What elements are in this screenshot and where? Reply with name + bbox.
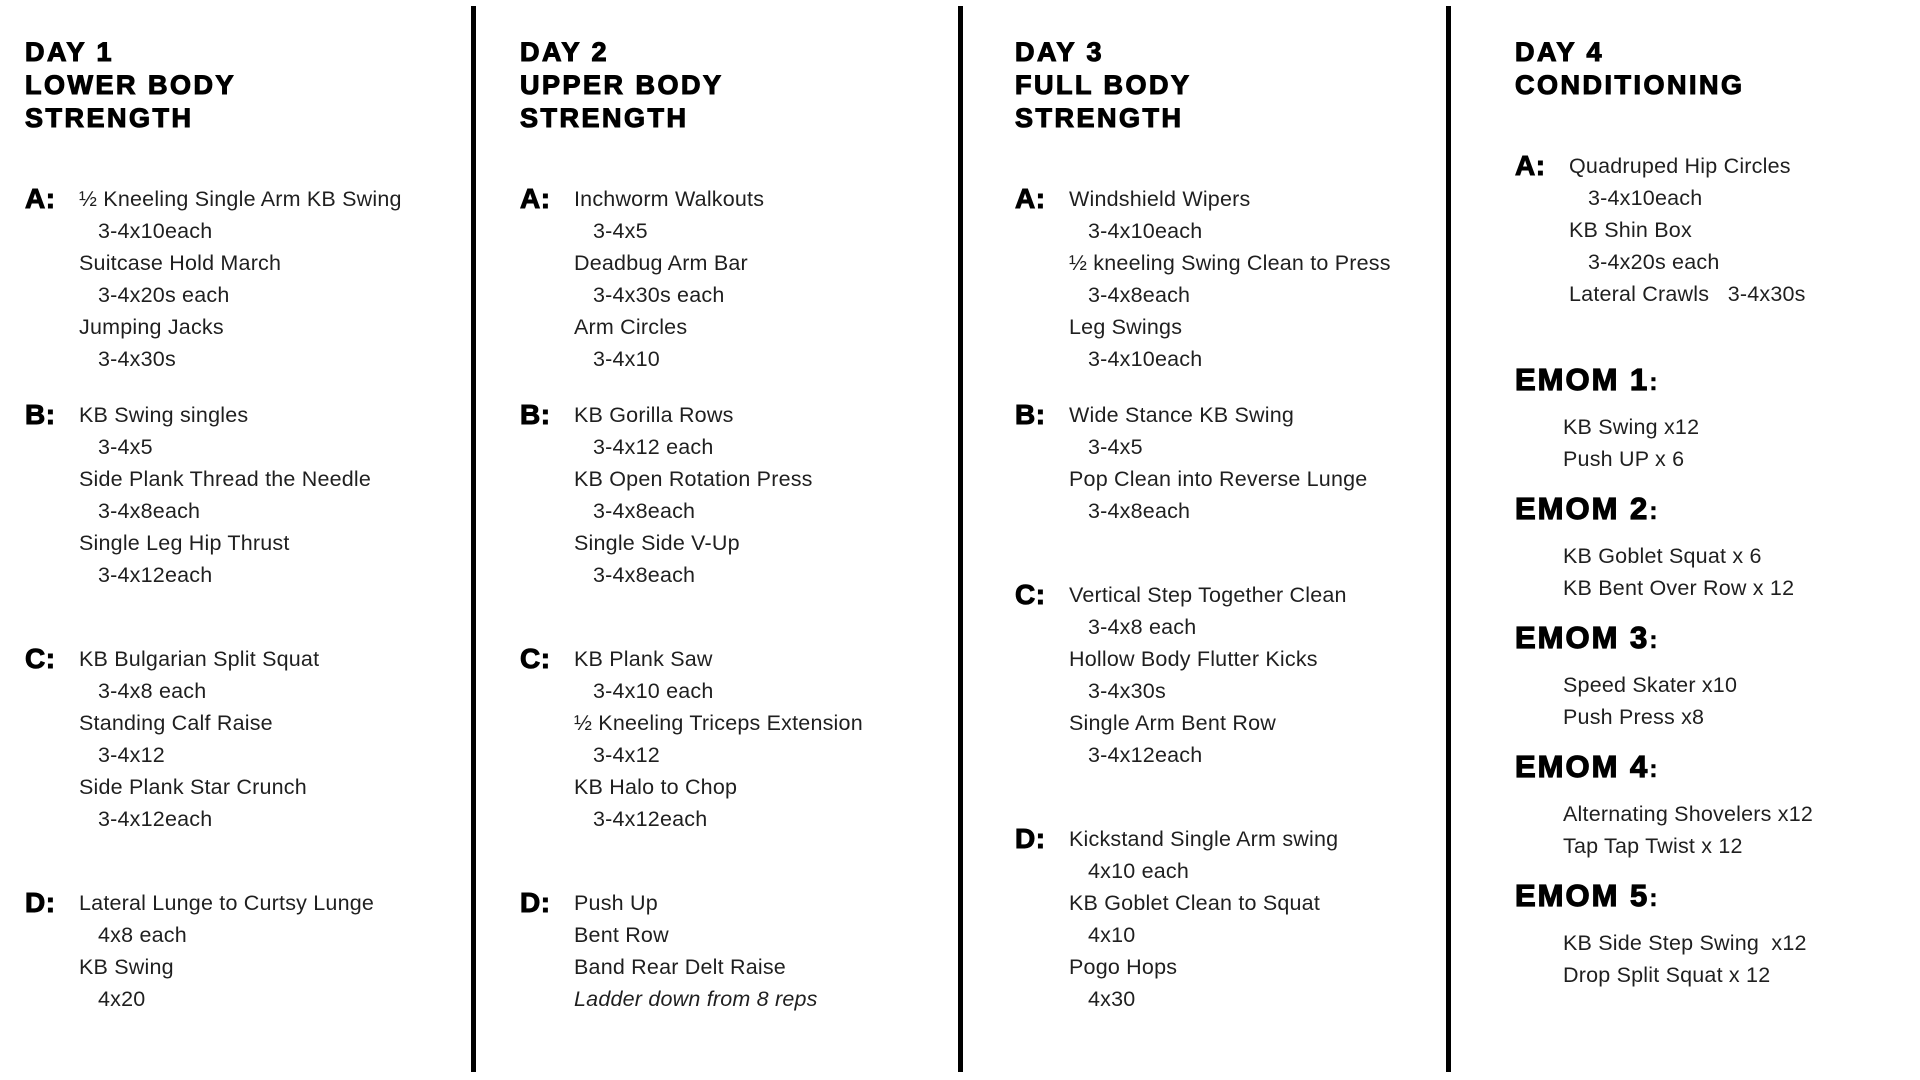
exercise-line: KB Bulgarian Split Squat xyxy=(79,647,320,671)
section-label: A: xyxy=(1515,150,1546,181)
reps-line: 3-4x12 each xyxy=(593,435,714,459)
exercise-section xyxy=(520,399,952,591)
reps-line: 3-4x10each xyxy=(98,219,213,243)
day-title-line: LOWER BODY xyxy=(25,70,236,100)
exercise-line: Kickstand Single Arm swing xyxy=(1069,827,1339,851)
exercise-line: Single Side V-Up xyxy=(574,531,740,555)
day-title xyxy=(1015,36,1443,135)
exercise-line: Deadbug Arm Bar xyxy=(574,251,748,275)
exercise-line: Push Up xyxy=(574,891,658,915)
reps-line: 3-4x10 xyxy=(593,347,660,371)
reps-line: 3-4x30s xyxy=(98,347,176,371)
exercise-line: Arm Circles xyxy=(574,315,688,339)
emom-name: EMOM 3 xyxy=(1515,620,1650,655)
day-title-line: STRENGTH xyxy=(1015,103,1184,133)
exercise-line: KB Goblet Clean to Squat xyxy=(1069,891,1321,915)
reps-line: 3-4x8 each xyxy=(1088,615,1197,639)
reps-line: 3-4x12each xyxy=(98,807,213,831)
exercise-line: Bent Row xyxy=(574,923,669,947)
section-label: D: xyxy=(520,887,551,918)
exercise-section xyxy=(25,643,467,835)
exercise-line: KB Open Rotation Press xyxy=(574,467,813,491)
section-lines xyxy=(574,399,952,591)
emom-line: KB Side Step Swing x12 xyxy=(1563,931,1807,955)
emom-lines xyxy=(1515,411,1915,475)
emom-name: EMOM 1 xyxy=(1515,362,1650,397)
emom-lines xyxy=(1515,927,1915,991)
reps-line: 3-4x20s each xyxy=(1588,250,1720,274)
exercise-line: Side Plank Thread the Needle xyxy=(79,467,372,491)
exercise-line: KB Swing singles xyxy=(79,403,249,427)
section-label: A: xyxy=(25,183,56,214)
reps-line: 3-4x12 xyxy=(593,743,660,767)
reps-line: 3-4x8each xyxy=(593,499,696,523)
section-label: B: xyxy=(1015,399,1046,430)
emom-line: KB Goblet Squat x 6 xyxy=(1563,544,1762,568)
section-label: C: xyxy=(1015,579,1046,610)
column-divider xyxy=(958,6,963,1072)
emom-line: Speed Skater x10 xyxy=(1563,673,1738,697)
reps-line: 4x20 xyxy=(98,987,146,1011)
emom-colon: : xyxy=(1649,884,1658,912)
reps-line: 3-4x12each xyxy=(98,563,213,587)
emom-block xyxy=(1515,749,1915,862)
day-title-line: STRENGTH xyxy=(520,103,689,133)
column-divider xyxy=(471,6,476,1072)
workout-column-day-1 xyxy=(25,36,467,1015)
section-lines xyxy=(79,887,467,1015)
reps-line: 3-4x12 xyxy=(98,743,165,767)
exercise-line: Leg Swings xyxy=(1069,315,1183,339)
exercise-line: Vertical Step Together Clean xyxy=(1069,583,1347,607)
reps-line: 3-4x8each xyxy=(1088,499,1191,523)
emom-line: KB Bent Over Row x 12 xyxy=(1563,576,1795,600)
exercise-line: KB Plank Saw xyxy=(574,647,713,671)
day-title-line: DAY 4 xyxy=(1515,37,1605,67)
section-lines xyxy=(79,643,467,835)
reps-line: 3-4x8each xyxy=(593,563,696,587)
exercise-section xyxy=(1015,399,1443,527)
section-lines xyxy=(1569,150,1915,310)
reps-line: 4x10 xyxy=(1088,923,1136,947)
exercise-line: Side Plank Star Crunch xyxy=(79,775,307,799)
exercise-section xyxy=(520,643,952,835)
exercise-section xyxy=(25,183,467,375)
reps-line: 3-4x10each xyxy=(1588,186,1703,210)
emom-title xyxy=(1515,749,1915,787)
emom-title xyxy=(1515,878,1915,916)
column-divider xyxy=(1446,6,1451,1072)
exercise-line: Jumping Jacks xyxy=(79,315,224,339)
emom-name: EMOM 5 xyxy=(1515,878,1650,913)
exercise-line: Windshield Wipers xyxy=(1069,187,1251,211)
reps-line: 3-4x10each xyxy=(1088,219,1203,243)
section-label: A: xyxy=(520,183,551,214)
exercise-line: Wide Stance KB Swing xyxy=(1069,403,1295,427)
exercise-line: KB Shin Box xyxy=(1569,218,1692,242)
exercise-line: Inchworm Walkouts xyxy=(574,187,765,211)
section-label: C: xyxy=(25,643,56,674)
exercise-line: ½ Kneeling Single Arm KB Swing xyxy=(79,187,402,211)
exercise-section xyxy=(1015,823,1443,1015)
reps-line: 3-4x5 xyxy=(1088,435,1143,459)
day-title-line: STRENGTH xyxy=(25,103,194,133)
exercise-section xyxy=(25,887,467,1015)
section-lines xyxy=(1069,823,1443,1015)
reps-line: 3-4x20s each xyxy=(98,283,230,307)
section-label: B: xyxy=(520,399,551,430)
reps-line: 3-4x8each xyxy=(98,499,201,523)
exercise-line: Lateral Lunge to Curtsy Lunge xyxy=(79,891,375,915)
emom-line: Push UP x 6 xyxy=(1563,447,1685,471)
reps-line: 4x8 each xyxy=(98,923,187,947)
emom-lines xyxy=(1515,798,1915,862)
exercise-line: Band Rear Delt Raise xyxy=(574,955,786,979)
exercise-section xyxy=(1015,579,1443,771)
day-title xyxy=(25,36,467,135)
workout-column-day-3 xyxy=(1015,36,1443,1015)
reps-line: 4x30 xyxy=(1088,987,1136,1011)
emom-title xyxy=(1515,362,1915,400)
emom-block xyxy=(1515,878,1915,991)
reps-line: 3-4x30s xyxy=(1088,679,1166,703)
day-title-line: DAY 1 xyxy=(25,37,115,67)
emom-name: EMOM 4 xyxy=(1515,749,1650,784)
emom-title xyxy=(1515,620,1915,658)
exercise-section xyxy=(1515,150,1915,310)
section-label: B: xyxy=(25,399,56,430)
emom-line: Drop Split Squat x 12 xyxy=(1563,963,1771,987)
emom-colon: : xyxy=(1649,368,1658,396)
workout-column-day-4 xyxy=(1515,36,1915,991)
exercise-line: Ladder down from 8 reps xyxy=(574,987,818,1011)
exercise-section xyxy=(1015,183,1443,375)
exercise-line: Quadruped Hip Circles xyxy=(1569,154,1791,178)
emom-colon: : xyxy=(1649,626,1658,654)
reps-line: 3-4x12each xyxy=(593,807,708,831)
exercise-section xyxy=(25,399,467,591)
reps-line: 3-4x10 each xyxy=(593,679,714,703)
section-label: D: xyxy=(1015,823,1046,854)
exercise-line: KB Halo to Chop xyxy=(574,775,738,799)
day-title xyxy=(520,36,952,135)
section-lines xyxy=(1069,579,1443,771)
reps-line: 4x10 each xyxy=(1088,859,1190,883)
exercise-line: Single Arm Bent Row xyxy=(1069,711,1276,735)
section-lines xyxy=(79,183,467,375)
day-title xyxy=(1515,36,1915,102)
exercise-line: Single Leg Hip Thrust xyxy=(79,531,290,555)
section-label: D: xyxy=(25,887,56,918)
exercise-line: Hollow Body Flutter Kicks xyxy=(1069,647,1318,671)
emom-line: Push Press x8 xyxy=(1563,705,1705,729)
exercise-line: Suitcase Hold March xyxy=(79,251,282,275)
exercise-line: KB Gorilla Rows xyxy=(574,403,734,427)
exercise-section xyxy=(520,887,952,1015)
emom-block xyxy=(1515,362,1915,475)
emom-lines xyxy=(1515,540,1915,604)
exercise-line: Standing Calf Raise xyxy=(79,711,273,735)
day-title-line: UPPER BODY xyxy=(520,70,724,100)
section-lines xyxy=(1069,183,1443,375)
exercise-line: Lateral Crawls 3-4x30s xyxy=(1569,282,1806,306)
exercise-line: ½ kneeling Swing Clean to Press xyxy=(1069,251,1391,275)
reps-line: 3-4x12each xyxy=(1088,743,1203,767)
emom-block xyxy=(1515,491,1915,604)
reps-line: 3-4x8each xyxy=(1088,283,1191,307)
reps-line: 3-4x10each xyxy=(1088,347,1203,371)
section-label: A: xyxy=(1015,183,1046,214)
reps-line: 3-4x5 xyxy=(98,435,153,459)
emom-colon: : xyxy=(1649,497,1658,525)
workout-column-day-2 xyxy=(520,36,952,1015)
reps-line: 3-4x8 each xyxy=(98,679,207,703)
day-title-line: DAY 3 xyxy=(1015,37,1105,67)
exercise-line: KB Swing xyxy=(79,955,174,979)
emom-block xyxy=(1515,620,1915,733)
emom-name: EMOM 2 xyxy=(1515,491,1650,526)
section-lines xyxy=(574,887,952,1015)
exercise-line: ½ Kneeling Triceps Extension xyxy=(574,711,863,735)
day-title-line: CONDITIONING xyxy=(1515,70,1745,100)
emom-colon: : xyxy=(1649,755,1658,783)
section-lines xyxy=(1069,399,1443,527)
day-title-line: DAY 2 xyxy=(520,37,610,67)
emom-title xyxy=(1515,491,1915,529)
section-lines xyxy=(574,643,952,835)
reps-line: 3-4x30s each xyxy=(593,283,725,307)
emom-line: Tap Tap Twist x 12 xyxy=(1563,834,1743,858)
reps-line: 3-4x5 xyxy=(593,219,648,243)
section-lines xyxy=(79,399,467,591)
exercise-section xyxy=(520,183,952,375)
day-title-line: FULL BODY xyxy=(1015,70,1192,100)
emom-line: KB Swing x12 xyxy=(1563,415,1700,439)
section-lines xyxy=(574,183,952,375)
exercise-line: Pogo Hops xyxy=(1069,955,1178,979)
emom-lines xyxy=(1515,669,1915,733)
emom-line: Alternating Shovelers x12 xyxy=(1563,802,1814,826)
exercise-line: Pop Clean into Reverse Lunge xyxy=(1069,467,1368,491)
section-label: C: xyxy=(520,643,551,674)
